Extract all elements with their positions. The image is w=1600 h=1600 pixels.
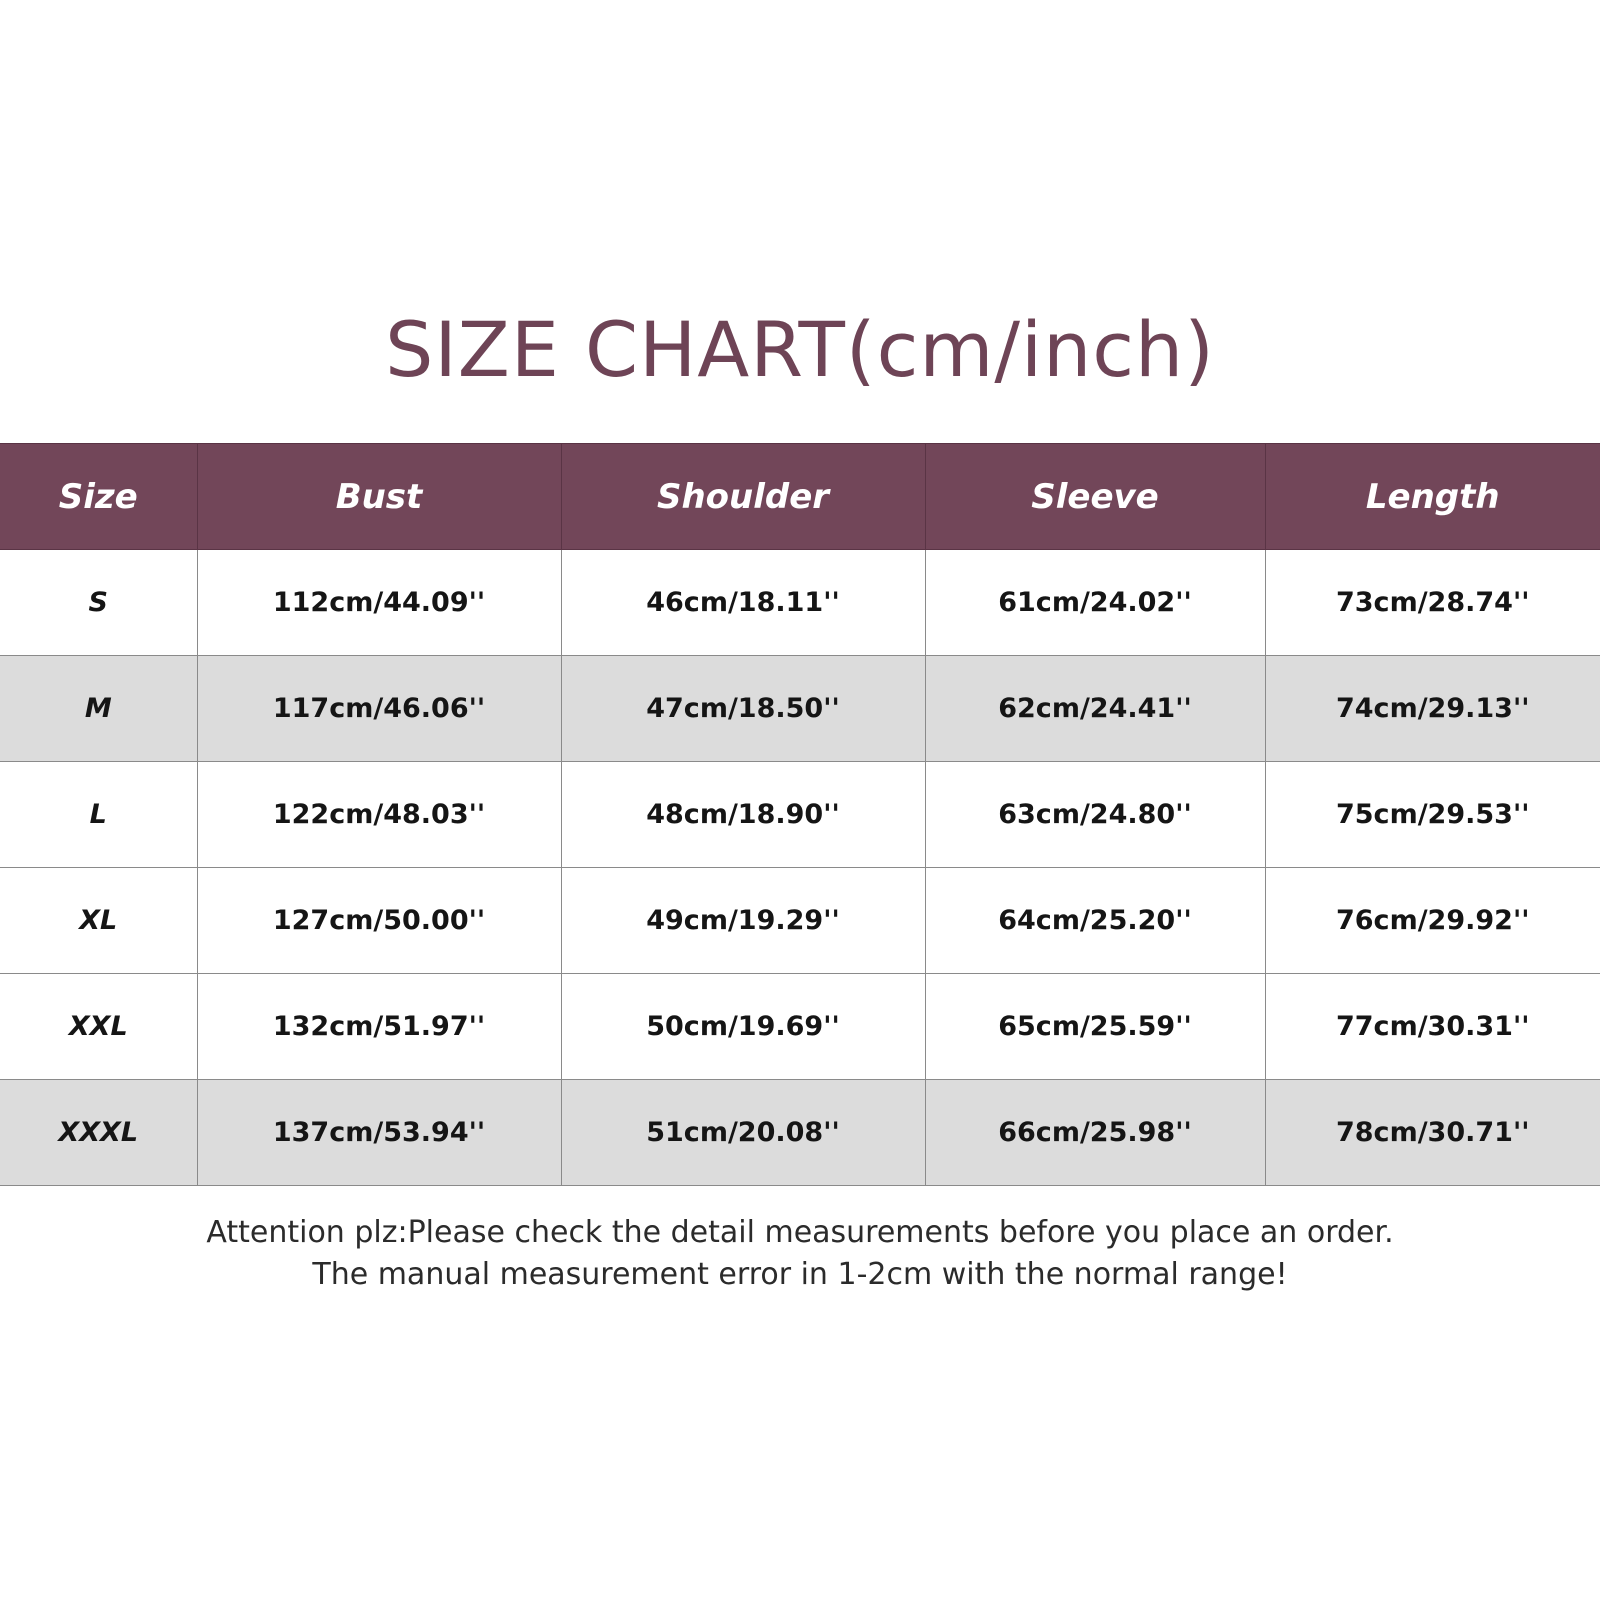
size-cell: L xyxy=(0,762,197,868)
table-row xyxy=(0,1080,1600,1186)
page-title: SIZE CHART(cm/inch) xyxy=(385,305,1215,394)
size-cell: XL xyxy=(0,868,197,974)
size-cell: XXL xyxy=(0,974,197,1080)
bust-cell: 112cm/44.09'' xyxy=(197,550,561,656)
length-cell: 75cm/29.53'' xyxy=(1265,762,1600,868)
table-row xyxy=(0,656,1600,762)
sleeve-cell: 62cm/24.41'' xyxy=(925,656,1265,762)
bust-cell: 117cm/46.06'' xyxy=(197,656,561,762)
bust-cell: 137cm/53.94'' xyxy=(197,1080,561,1186)
length-cell: 78cm/30.71'' xyxy=(1265,1080,1600,1186)
sleeve-cell: 65cm/25.59'' xyxy=(925,974,1265,1080)
bust-cell: 132cm/51.97'' xyxy=(197,974,561,1080)
measurement-error-note: The manual measurement error in 1-2cm with the normal range! xyxy=(312,1257,1288,1292)
length-cell: 74cm/29.13'' xyxy=(1265,656,1600,762)
table-row xyxy=(0,974,1600,1080)
sleeve-cell: 63cm/24.80'' xyxy=(925,762,1265,868)
table-row xyxy=(0,550,1600,656)
shoulder-cell: 50cm/19.69'' xyxy=(561,974,925,1080)
column-header-sleeve: Sleeve xyxy=(925,444,1265,550)
column-header-length: Length xyxy=(1265,444,1600,550)
shoulder-cell: 48cm/18.90'' xyxy=(561,762,925,868)
bust-cell: 122cm/48.03'' xyxy=(197,762,561,868)
length-cell: 77cm/30.31'' xyxy=(1265,974,1600,1080)
table-row xyxy=(0,762,1600,868)
shoulder-cell: 51cm/20.08'' xyxy=(561,1080,925,1186)
column-header-bust: Bust xyxy=(197,444,561,550)
table-row xyxy=(0,868,1600,974)
sleeve-cell: 66cm/25.98'' xyxy=(925,1080,1265,1186)
size-chart-table xyxy=(0,443,1600,1186)
sleeve-cell: 61cm/24.02'' xyxy=(925,550,1265,656)
length-cell: 76cm/29.92'' xyxy=(1265,868,1600,974)
shoulder-cell: 47cm/18.50'' xyxy=(561,656,925,762)
size-cell: S xyxy=(0,550,197,656)
shoulder-cell: 49cm/19.29'' xyxy=(561,868,925,974)
column-header-size: Size xyxy=(0,444,197,550)
shoulder-cell: 46cm/18.11'' xyxy=(561,550,925,656)
sleeve-cell: 64cm/25.20'' xyxy=(925,868,1265,974)
bust-cell: 127cm/50.00'' xyxy=(197,868,561,974)
table-header-row xyxy=(0,444,1600,550)
size-cell: XXXL xyxy=(0,1080,197,1186)
size-cell: M xyxy=(0,656,197,762)
column-header-shoulder: Shoulder xyxy=(561,444,925,550)
length-cell: 73cm/28.74'' xyxy=(1265,550,1600,656)
attention-note: Attention plz:Please check the detail measurements before you place an order. xyxy=(206,1215,1394,1250)
